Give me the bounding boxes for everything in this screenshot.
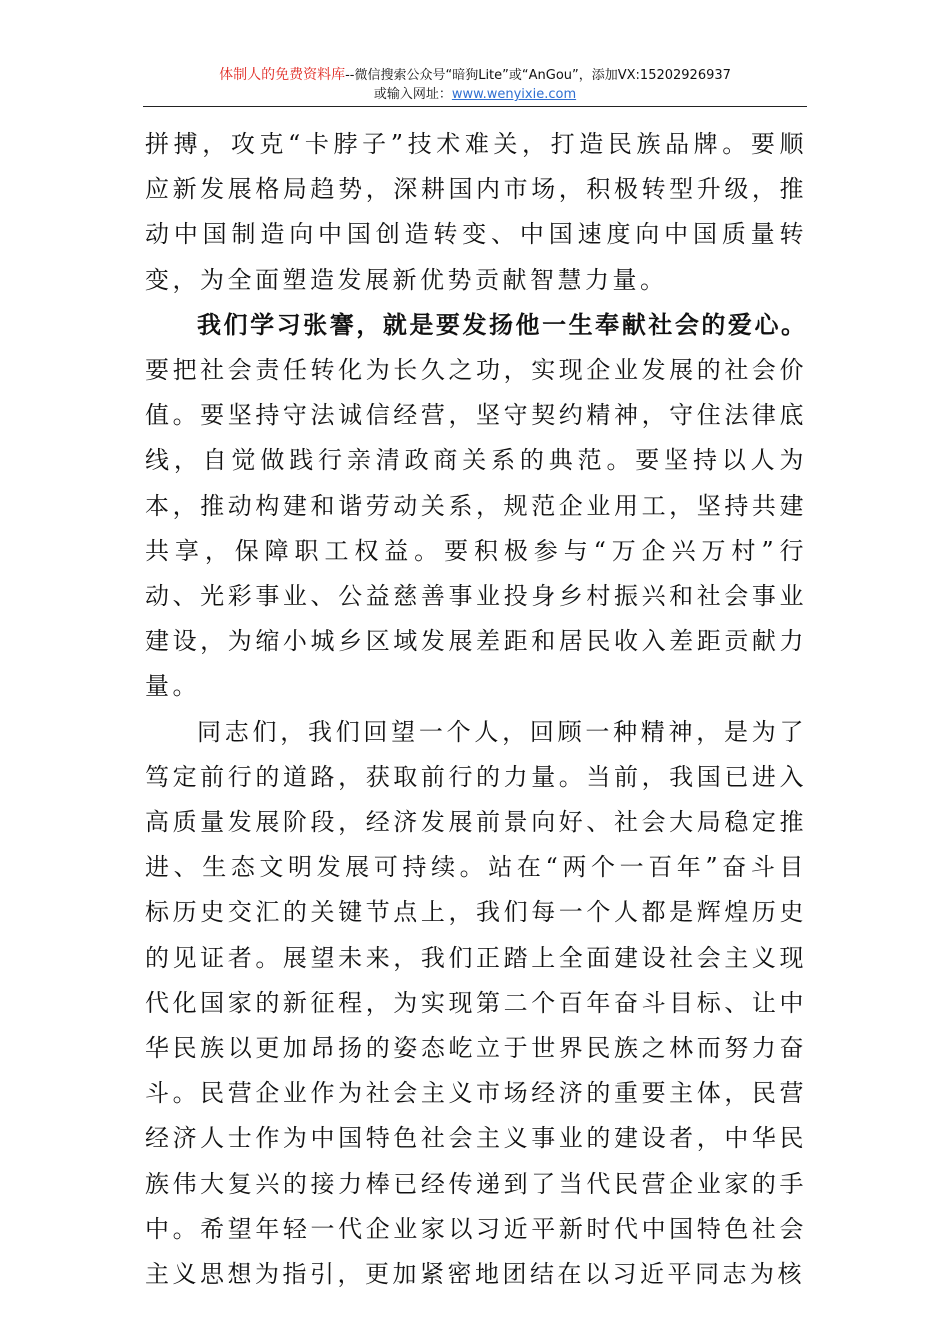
paragraph-continuation	[145, 122, 807, 303]
header-url-link[interactable]: www.wenyixie.com	[451, 87, 577, 102]
paragraph-text: 拼搏，攻克“卡脖子”技术难关，打造民族品牌。要顺应新发展格局趋势，深耕国内市场，积极转型升级，推动中国制造向中国创造转变、中国速度向中国质量转变，为全面塑造发展新优势贡献智慧力量。	[145, 130, 807, 294]
document-body	[145, 122, 807, 1297]
paragraph-lead-heading: 我们学习张謇，就是要发扬他一生奉献社会的爱心。	[197, 310, 807, 339]
paragraph-text: 同志们，我们回望一个人，回顾一种精神，是为了笃定前行的道路，获取前行的力量。当前，我国已进入高质量发展阶段，经济发展前景向好、社会大局稳定推进、生态文明发展可持续。站在“两个一百年”奋斗目标历史交汇的关键节点上，我们每一个人都是辉煌历史的见证者。展望未来，我们正踏上全面建设社会主义现代化国家的新征程，为实现第二个百年奋斗目标、让中华民族以更加昂扬的姿态屹立于世界民族之林而努力奋斗。民营企业作为社会主义市场经济的重要主体，民营经济人士作为中国特色社会主义事业的建设者，中华民族伟大复兴的接力棒已经传递到了当代民营企业家的手中。希望年轻一代企业家以习近平新时代中国特色社会主义思想为指引，更加紧密地团结在以习近平同志为核	[145, 717, 807, 1289]
header-info: --微信搜索公众号“暗狗Lite”或“AnGou”，添加VX:15202926937	[345, 68, 731, 83]
header-url-prefix: 或输入网址：	[373, 87, 452, 102]
paragraph-text: 要把社会责任转化为长久之功，实现企业发展的社会价值。要坚持守法诚信经营，坚守契约精神，守住法律底线，自觉做践行亲清政商关系的典范。要坚持以人为本，推动构建和谐劳动关系，规范企业用工，坚持共建共享，保障职工权益。要积极参与“万企兴万村”行动、光彩事业、公益慈善事业投身乡村振兴和社会事业建设，为缩小城乡区域发展差距和居民收入差距贡献力量。	[145, 356, 807, 701]
paragraph-comrades	[145, 710, 807, 1298]
header-brand: 体制人的免费资料库	[219, 67, 346, 83]
paragraph-zhangjian-love	[145, 303, 807, 710]
page-header	[0, 66, 950, 104]
header-url-line	[0, 86, 950, 104]
header-divider	[143, 106, 807, 107]
